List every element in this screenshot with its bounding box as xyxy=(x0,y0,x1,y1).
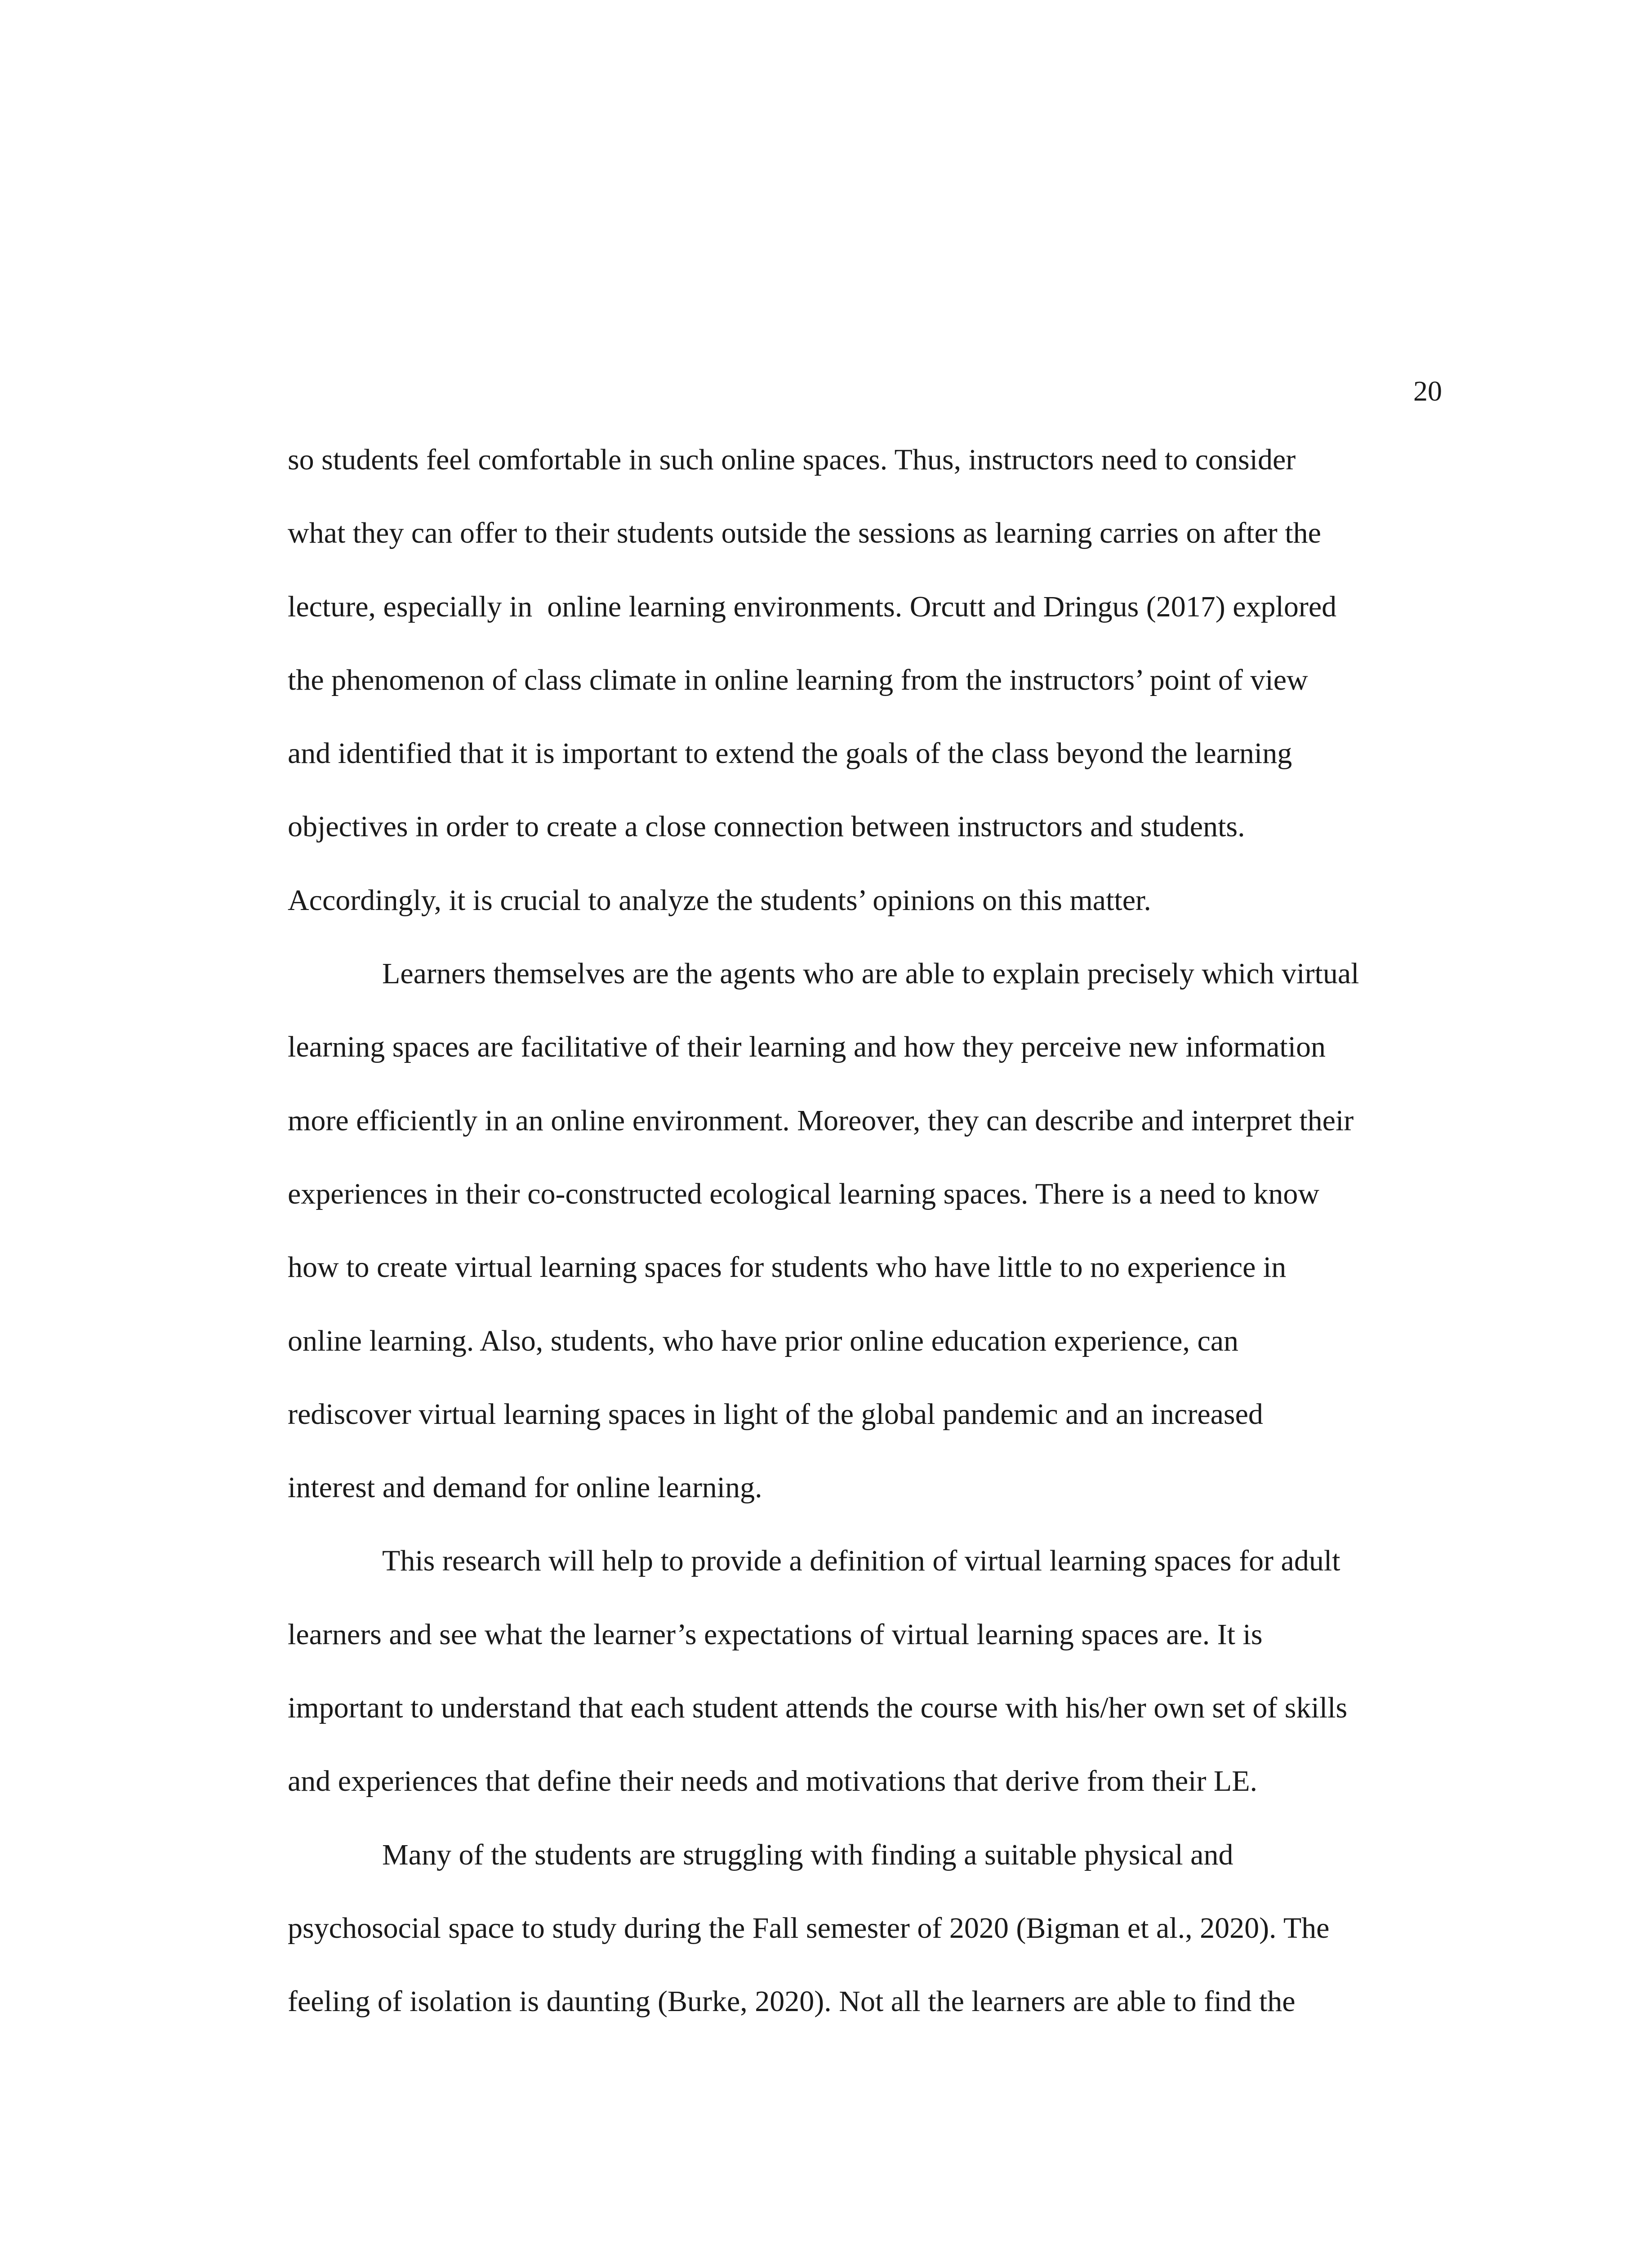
text-line: Accordingly, it is crucial to analyze the students’ opinions on this matter. xyxy=(288,883,1151,917)
text-line: rediscover virtual learning spaces in light of the global pandemic and an increased xyxy=(288,1397,1263,1431)
text-line: psychosocial space to study during the Fall semester of 2020 (Bigman et al., 2020). The xyxy=(288,1911,1330,1945)
page-number: 20 xyxy=(1413,375,1442,407)
text-line: learners and see what the learner’s expectations of virtual learning spaces are. It is xyxy=(288,1618,1263,1651)
paragraph-first-line: Learners themselves are the agents who are able to explain precisely which virtual xyxy=(382,957,1359,990)
text-line: what they can offer to their students outside the sessions as learning carries on after the xyxy=(288,517,1321,550)
text-line: lecture, especially in online learning environments. Orcutt and Dringus (2017) explored xyxy=(288,590,1337,623)
text-line: objectives in order to create a close connection between instructors and students. xyxy=(288,810,1245,843)
paragraph-first-line: Many of the students are struggling with finding a suitable physical and xyxy=(382,1838,1233,1871)
text-line: feeling of isolation is daunting (Burke, 2020). Not all the learners are able to find the xyxy=(288,1985,1296,2018)
text-line: experiences in their co-constructed ecological learning spaces. There is a need to know xyxy=(288,1177,1320,1210)
text-line: and identified that it is important to extend the goals of the class beyond the learning xyxy=(288,737,1292,770)
text-line: and experiences that define their needs and motivations that derive from their LE. xyxy=(288,1765,1258,1798)
text-line: how to create virtual learning spaces for students who have little to no experience in xyxy=(288,1251,1287,1284)
text-line: more efficiently in an online environment. Moreover, they can describe and interpret their xyxy=(288,1104,1354,1137)
paragraph-first-line: This research will help to provide a definition of virtual learning spaces for adult xyxy=(382,1544,1340,1578)
text-line: learning spaces are facilitative of their learning and how they perceive new information xyxy=(288,1030,1326,1064)
text-line: interest and demand for online learning. xyxy=(288,1471,762,1504)
text-line: so students feel comfortable in such online spaces. Thus, instructors need to consider xyxy=(288,443,1296,476)
body-text xyxy=(288,445,1359,2061)
text-line: important to understand that each student attends the course with his/her own set of skills xyxy=(288,1691,1348,1725)
text-line: the phenomenon of class climate in online learning from the instructors’ point of view xyxy=(288,663,1308,696)
text-line: online learning. Also, students, who have prior online education experience, can xyxy=(288,1324,1239,1357)
